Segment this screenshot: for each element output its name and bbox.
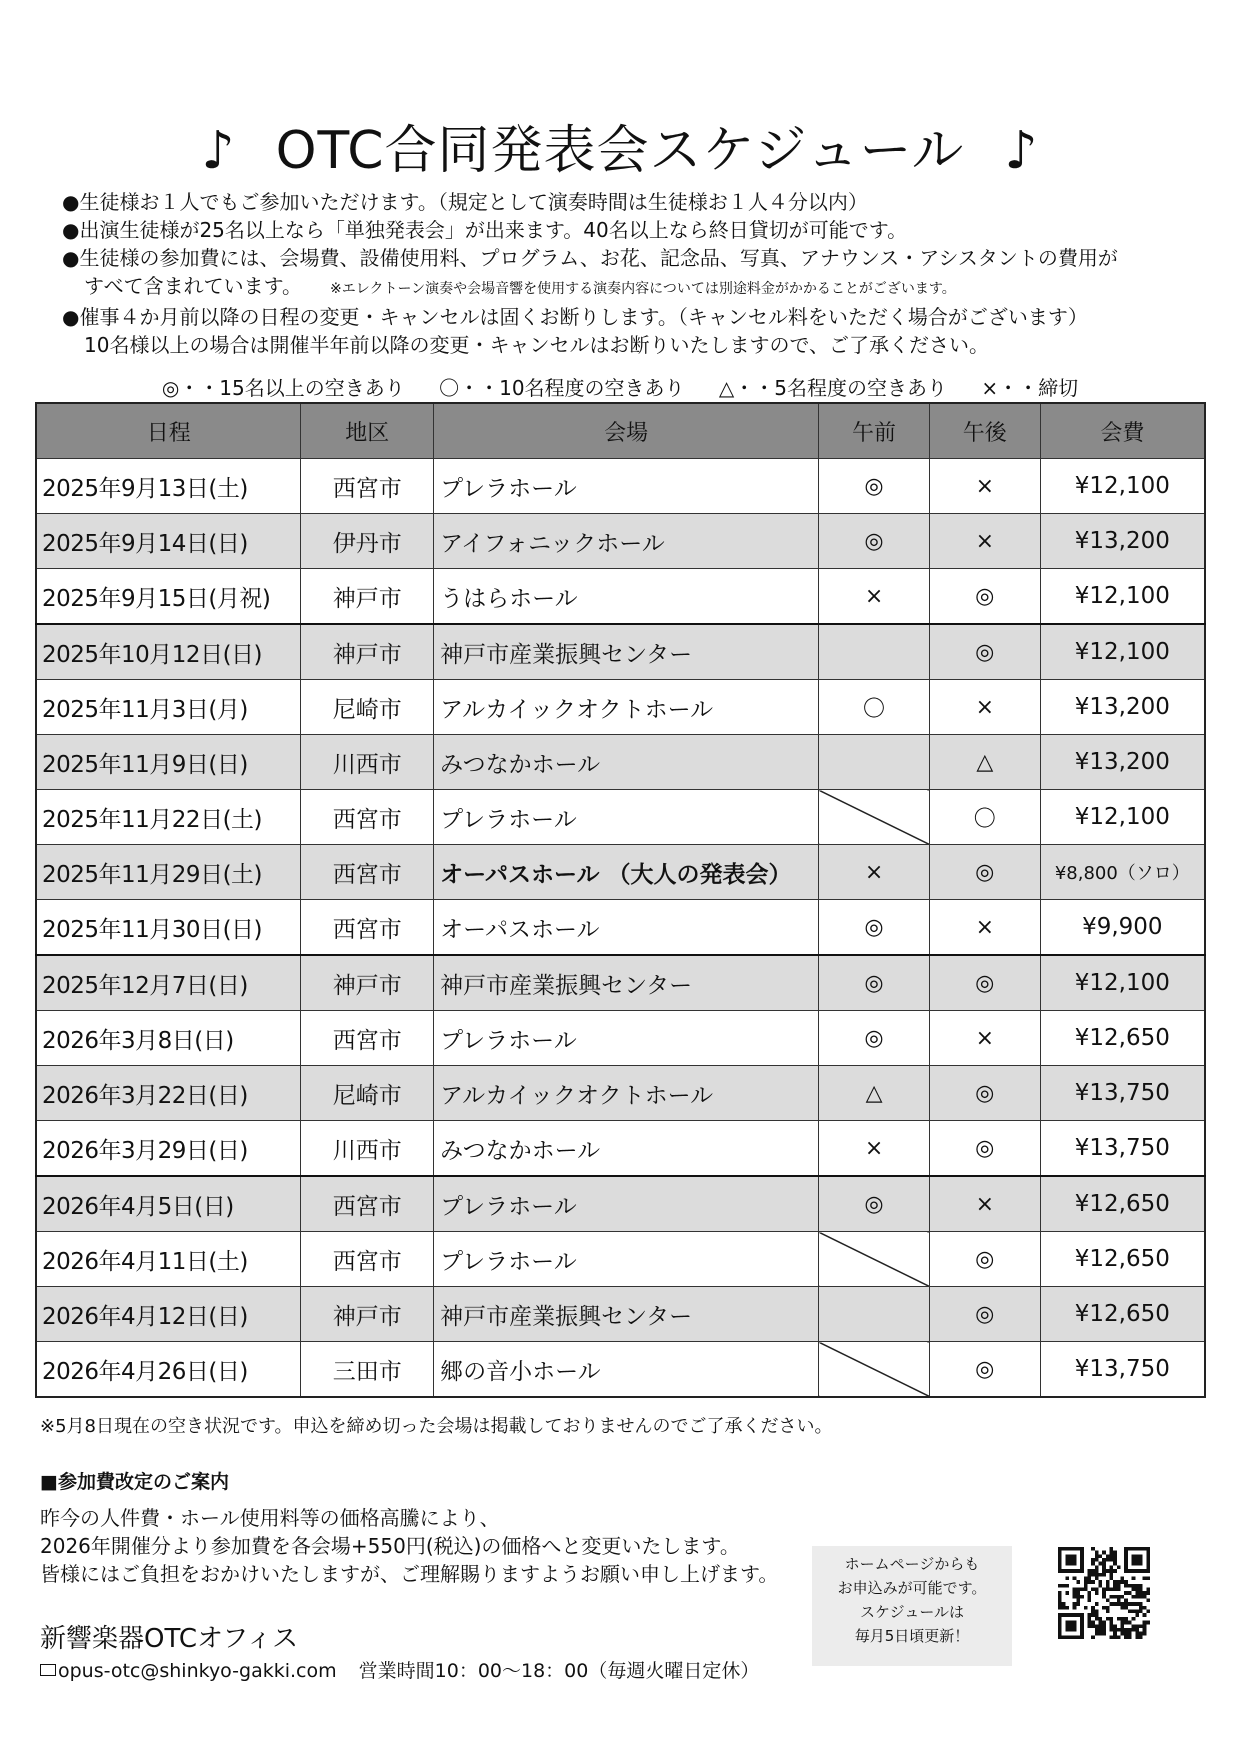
cell-date: 2026年4月26日(日) [36, 1342, 301, 1398]
cell-area: 西宮市 [301, 845, 434, 900]
cell-area: 川西市 [301, 1121, 434, 1177]
cell-fee: ¥13,750 [1040, 1066, 1205, 1121]
cell-date: 2025年11月3日(月) [36, 680, 301, 735]
legend-item: 〇・・10名程度の空きあり [439, 376, 685, 400]
cell-fee: ¥12,650 [1040, 1287, 1205, 1342]
cell-am [819, 1342, 930, 1398]
cell-am: × [819, 1121, 930, 1177]
cell-area: 三田市 [301, 1342, 434, 1398]
cell-am [819, 735, 930, 790]
cell-fee: ¥12,650 [1040, 1232, 1205, 1287]
cell-am: ◎ [819, 459, 930, 514]
mail-icon [40, 1664, 56, 1676]
cell-date: 2025年11月9日(日) [36, 735, 301, 790]
cell-fee: ¥12,100 [1040, 955, 1205, 1011]
legend-item: ×・・締切 [981, 376, 1079, 400]
cell-pm: 〇 [929, 790, 1040, 845]
cell-pm: ◎ [929, 1066, 1040, 1121]
cell-fee: ¥9,900 [1040, 900, 1205, 956]
homepage-line: お申込みが可能です。 [837, 1579, 987, 1597]
page-title [0, 108, 1240, 183]
table-row [36, 680, 1205, 735]
cell-area: 西宮市 [301, 790, 434, 845]
cell-area: 神戸市 [301, 624, 434, 680]
note-line: ●生徒様の参加費には、会場費、設備使用料、プログラム、お花、記念品、写真、アナウンス・アシスタントの費用が [62, 246, 1118, 270]
cell-am: ◎ [819, 900, 930, 956]
title-text: OTC合同発表会スケジュール [275, 121, 965, 181]
schedule-table [35, 402, 1206, 1398]
table-row [36, 624, 1205, 680]
cell-fee: ¥13,200 [1040, 735, 1205, 790]
cell-venue: アルカイックオクトホール [434, 680, 819, 735]
cell-venue: アルカイックオクトホール [434, 1066, 819, 1121]
cell-pm: × [929, 680, 1040, 735]
cell-pm: △ [929, 735, 1040, 790]
cell-am: ◎ [819, 1176, 930, 1232]
cell-fee: ¥8,800（ソロ） [1040, 845, 1205, 900]
cell-date: 2025年11月30日(日) [36, 900, 301, 956]
table-row [36, 1232, 1205, 1287]
header-area: 地区 [301, 403, 434, 459]
cell-am: × [819, 845, 930, 900]
cell-date: 2025年11月22日(土) [36, 790, 301, 845]
cell-area: 尼崎市 [301, 1066, 434, 1121]
table-row [36, 1287, 1205, 1342]
music-note-icon: ♪ [201, 121, 236, 181]
cell-pm: ◎ [929, 845, 1040, 900]
header-venue: 会場 [434, 403, 819, 459]
cell-am: ◎ [819, 1011, 930, 1066]
legend-item: ◎・・15名以上の空きあり [161, 376, 405, 400]
table-row [36, 569, 1205, 625]
cell-pm: ◎ [929, 1342, 1040, 1398]
cell-venue: プレラホール [434, 1176, 819, 1232]
cell-am: 〇 [819, 680, 930, 735]
table-row [36, 900, 1205, 956]
table-row [36, 1011, 1205, 1066]
cell-date: 2025年12月7日(日) [36, 955, 301, 1011]
cell-fee: ¥12,100 [1040, 459, 1205, 514]
cell-venue: アイフォニックホール [434, 514, 819, 569]
cell-date: 2026年4月11日(土) [36, 1232, 301, 1287]
cell-date: 2026年3月22日(日) [36, 1066, 301, 1121]
cell-venue: 神戸市産業振興センター [434, 1287, 819, 1342]
cell-fee: ¥13,200 [1040, 514, 1205, 569]
cell-date: 2025年9月15日(月祝) [36, 569, 301, 625]
cell-date: 2026年4月5日(日) [36, 1176, 301, 1232]
cell-pm: × [929, 514, 1040, 569]
cell-area: 神戸市 [301, 955, 434, 1011]
cell-pm: ◎ [929, 624, 1040, 680]
cell-area: 神戸市 [301, 1287, 434, 1342]
fee-revision-notice [40, 1468, 778, 1588]
cell-pm: ◎ [929, 955, 1040, 1011]
cell-pm: ◎ [929, 569, 1040, 625]
cell-fee: ¥13,750 [1040, 1342, 1205, 1398]
cell-fee: ¥13,750 [1040, 1121, 1205, 1177]
note-small: ※エレクトーン演奏や会場音響を使用する演奏内容については別途料金がかかることがございます。 [330, 281, 956, 297]
homepage-line: スケジュールは [859, 1603, 965, 1621]
table-row [36, 1176, 1205, 1232]
cell-venue: プレラホール [434, 1232, 819, 1287]
cell-venue: プレラホール [434, 790, 819, 845]
contact-line [40, 1656, 759, 1683]
cell-pm: × [929, 1176, 1040, 1232]
cell-venue: みつなかホール [434, 1121, 819, 1177]
cell-date: 2025年9月13日(土) [36, 459, 301, 514]
cell-fee: ¥12,100 [1040, 790, 1205, 845]
table-row [36, 735, 1205, 790]
revision-heading: ■参加費改定のご案内 [40, 1471, 229, 1493]
revision-line: 皆様にはご負担をおかけいたしますが、ご理解賜りますようお願い申し上げます。 [40, 1562, 779, 1586]
cell-area: 西宮市 [301, 900, 434, 956]
cell-am [819, 790, 930, 845]
cell-date: 2026年4月12日(日) [36, 1287, 301, 1342]
note-line: 10名様以上の場合は開催半年前以降の変更・キャンセルはお断りいたしますので、ご了承ください。 [84, 333, 990, 357]
note-line [62, 272, 1202, 303]
table-header-row [36, 403, 1205, 459]
cell-date: 2025年11月29日(土) [36, 845, 301, 900]
cell-venue: 神戸市産業振興センター [434, 624, 819, 680]
cell-date: 2026年3月8日(日) [36, 1011, 301, 1066]
cell-area: 西宮市 [301, 1011, 434, 1066]
business-hours: 営業時間10：00～18：00（毎週火曜日定休） [358, 1660, 760, 1682]
cell-am: × [819, 569, 930, 625]
note-line: ●生徒様お１人でもご参加いただけます。（規定として演奏時間は生徒様お１人４分以内） [62, 190, 868, 214]
cell-area: 西宮市 [301, 1176, 434, 1232]
table-row [36, 845, 1205, 900]
cell-am [819, 1287, 930, 1342]
cell-area: 伊丹市 [301, 514, 434, 569]
cell-venue: 郷の音小ホール [434, 1342, 819, 1398]
table-row [36, 459, 1205, 514]
contact-email[interactable]: opus-otc@shinkyo-gakki.com [58, 1660, 337, 1682]
table-row [36, 1066, 1205, 1121]
cell-fee: ¥12,650 [1040, 1011, 1205, 1066]
cell-pm: × [929, 900, 1040, 956]
homepage-info-box [812, 1546, 1012, 1666]
cell-pm: ◎ [929, 1121, 1040, 1177]
table-row [36, 790, 1205, 845]
cell-area: 神戸市 [301, 569, 434, 625]
cell-am: ◎ [819, 955, 930, 1011]
cell-fee: ¥13,200 [1040, 680, 1205, 735]
cell-area: 尼崎市 [301, 680, 434, 735]
table-row [36, 514, 1205, 569]
cell-venue: うはらホール [434, 569, 819, 625]
note-line: ●催事４か月前以降の日程の変更・キャンセルは固くお断りします。（キャンセル料をいただく場合がございます） [62, 305, 1088, 329]
availability-legend [0, 372, 1240, 401]
cell-date: 2025年10月12日(日) [36, 624, 301, 680]
header-pm: 午後 [929, 403, 1040, 459]
cell-area: 西宮市 [301, 459, 434, 514]
cell-venue: オーパスホール [434, 900, 819, 956]
cell-venue: プレラホール [434, 1011, 819, 1066]
header-fee: 会費 [1040, 403, 1205, 459]
note-line-text: すべて含まれています。 [84, 274, 302, 298]
cell-date: 2026年3月29日(日) [36, 1121, 301, 1177]
cell-am [819, 624, 930, 680]
cell-am: △ [819, 1066, 930, 1121]
cell-venue: プレラホール [434, 459, 819, 514]
header-am: 午前 [819, 403, 930, 459]
table-row [36, 1342, 1205, 1398]
cell-pm: × [929, 1011, 1040, 1066]
cell-pm: × [929, 459, 1040, 514]
cell-venue: みつなかホール [434, 735, 819, 790]
cell-area: 西宮市 [301, 1232, 434, 1287]
cell-pm: ◎ [929, 1287, 1040, 1342]
note-line: ●出演生徒様が25名以上なら「単独発表会」が出来ます。40名以上なら終日貸切が可能です。 [62, 218, 908, 242]
cell-date: 2025年9月14日(日) [36, 514, 301, 569]
cell-fee: ¥12,100 [1040, 624, 1205, 680]
office-name: 新響楽器OTCオフィス [40, 1624, 299, 1654]
revision-line: 昨今の人件費・ホール使用料等の価格高騰により、 [40, 1506, 500, 1530]
cell-am: ◎ [819, 514, 930, 569]
music-note-icon: ♪ [1004, 121, 1039, 181]
cell-pm: ◎ [929, 1232, 1040, 1287]
footnote: ※5月8日現在の空き状況です。申込を締め切った会場は掲載しておりませんのでご了承ください。 [40, 1416, 833, 1437]
table-row [36, 1121, 1205, 1177]
notes [62, 188, 1202, 359]
cell-area: 川西市 [301, 735, 434, 790]
header-date: 日程 [36, 403, 301, 459]
cell-fee: ¥12,100 [1040, 569, 1205, 625]
cell-am [819, 1232, 930, 1287]
cell-venue: 神戸市産業振興センター [434, 955, 819, 1011]
cell-venue: オーパスホール （大人の発表会） [434, 845, 819, 900]
table-row [36, 955, 1205, 1011]
cell-fee: ¥12,650 [1040, 1176, 1205, 1232]
legend-item: △・・5名程度の空きあり [718, 376, 948, 400]
homepage-line: 毎月5日頃更新！ [854, 1627, 970, 1645]
homepage-line: ホームページからも [844, 1555, 980, 1573]
revision-line: 2026年開催分より参加費を各会場+550円(税込)の価格へと変更いたします。 [40, 1534, 740, 1558]
qr-code-icon[interactable] [1058, 1547, 1150, 1639]
